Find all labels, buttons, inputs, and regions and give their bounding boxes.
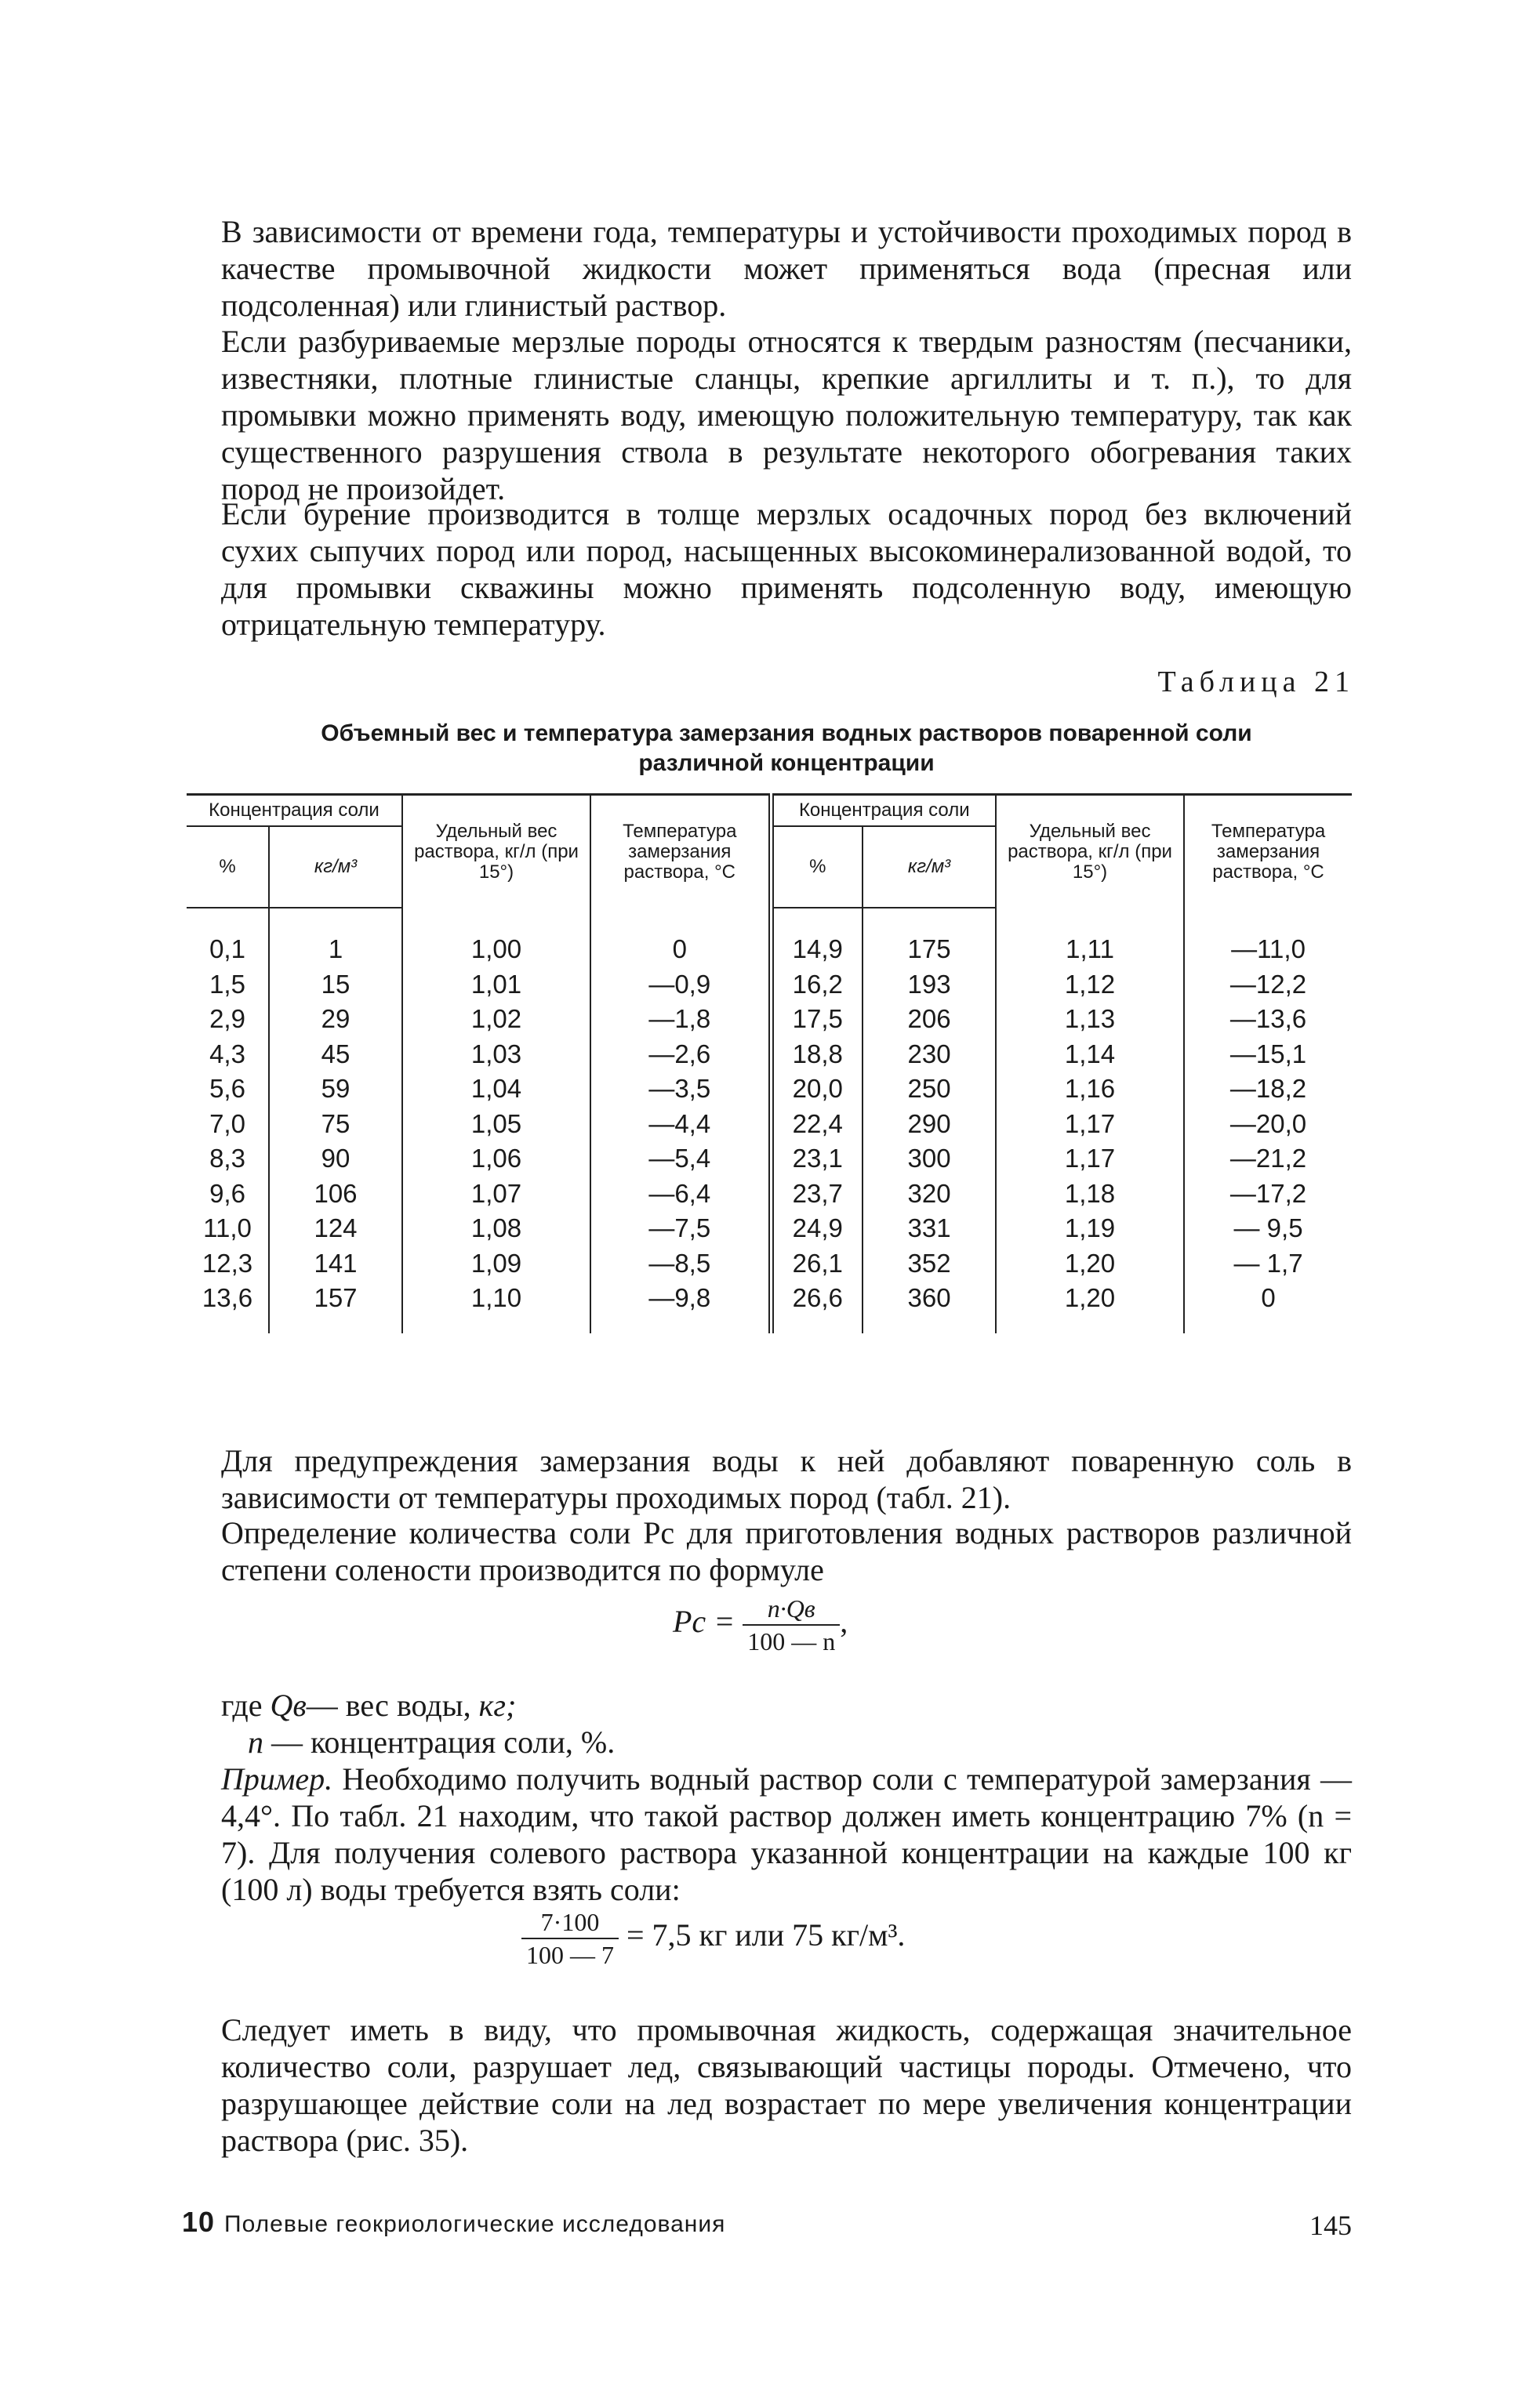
cell-right-kgm3: 300 [863, 1141, 996, 1177]
cell-left-freezing: —6,4 [590, 1177, 771, 1212]
cell-left-percent: 13,6 [202, 1283, 253, 1312]
cell-left-density: 1,08 [402, 1211, 590, 1246]
cell-right-freezing: —20,0 [1184, 1107, 1352, 1142]
formula-salt-amount [673, 1593, 848, 1657]
table-row [187, 1002, 1352, 1037]
salt-solution-table [187, 793, 1352, 1333]
cell-right-freezing: — 1,7 [1184, 1246, 1352, 1282]
cell-right-freezing: —17,2 [1184, 1177, 1352, 1212]
cell-right-kgm3: 290 [863, 1107, 996, 1142]
formula-legend-line-1 [221, 1687, 516, 1724]
cell-right-freezing: — 9,5 [1184, 1211, 1352, 1246]
cell-right-density: 1,13 [996, 1002, 1184, 1037]
table-row [187, 1246, 1352, 1282]
legend-var-qv: Qв [270, 1688, 307, 1723]
cell-left-freezing: —3,5 [590, 1072, 771, 1107]
cell-right-density: 1,14 [996, 1037, 1184, 1072]
cell-left-percent: 0,1 [209, 934, 245, 963]
cell-left-freezing: —0,9 [590, 967, 771, 1003]
cell-left-density: 1,00 [402, 908, 590, 967]
cell-right-percent: 23,1 [771, 1141, 863, 1177]
cell-left-density: 1,09 [402, 1246, 590, 1282]
table-body [187, 908, 1352, 1333]
cell-left-kgm3: 157 [269, 1281, 402, 1333]
header-percent-right: % [771, 826, 863, 908]
cell-right-percent: 16,2 [771, 967, 863, 1003]
cell-right-density: 1,20 [996, 1281, 1184, 1333]
cell-left-density: 1,07 [402, 1177, 590, 1212]
cell-left-percent: 5,6 [209, 1074, 245, 1103]
cell-right-kgm3: 250 [863, 1072, 996, 1107]
cell-right-kgm3: 175 [863, 908, 996, 967]
cell-left-kgm3: 45 [269, 1037, 402, 1072]
example-result: = 7,5 кг или 75 кг/м³. [626, 1917, 906, 1953]
header-density-left: Удельный вес раствора, кг/л (при 15°) [402, 795, 590, 908]
cell-right-kgm3: 360 [863, 1281, 996, 1333]
cell-right-kgm3: 193 [863, 967, 996, 1003]
cell-left-kgm3: 106 [269, 1177, 402, 1212]
cell-left-density: 1,06 [402, 1141, 590, 1177]
cell-right-kgm3: 331 [863, 1211, 996, 1246]
paragraph-3: Если бурение производится в толще мерзлых осадочных пород без включений сухих сыпучих пород или пород, насыщенных высокоминерализованной водой, то для промывки скважины можно применять подсоленную воду, имеющую отрицательную температуру. [221, 496, 1352, 642]
cell-right-density: 1,16 [996, 1072, 1184, 1107]
header-density-right: Удельный вес раствора, кг/л (при 15°) [996, 795, 1184, 908]
cell-right-freezing: —13,6 [1184, 1002, 1352, 1037]
header-freezing-left: Температура замерзания раствора, °С [590, 795, 771, 908]
cell-left-freezing: —4,4 [590, 1107, 771, 1142]
cell-right-kgm3: 352 [863, 1246, 996, 1282]
cell-left-kgm3: 59 [269, 1072, 402, 1107]
formula-denominator: 100 — n [747, 1627, 836, 1656]
cell-right-percent: 23,7 [771, 1177, 863, 1212]
cell-left-kgm3: 1 [269, 908, 402, 967]
cell-left-percent: 1,5 [209, 969, 245, 999]
cell-left-density: 1,04 [402, 1072, 590, 1107]
table-label: Таблица 21 [1157, 665, 1355, 698]
cell-right-density: 1,18 [996, 1177, 1184, 1212]
cell-left-freezing: —7,5 [590, 1211, 771, 1246]
table-row [187, 1211, 1352, 1246]
cell-left-percent: 12,3 [202, 1248, 253, 1278]
formula-fraction [743, 1593, 840, 1657]
cell-right-density: 1,19 [996, 1211, 1184, 1246]
cell-right-freezing: —21,2 [1184, 1141, 1352, 1177]
legend-text-2: — концентрация соли, %. [263, 1724, 616, 1760]
table-row [187, 1107, 1352, 1142]
cell-left-density: 1,01 [402, 967, 590, 1003]
cell-right-freezing: 0 [1184, 1281, 1352, 1333]
cell-right-percent: 20,0 [771, 1072, 863, 1107]
cell-left-density: 1,05 [402, 1107, 590, 1142]
table-title [221, 719, 1352, 778]
cell-left-freezing: —1,8 [590, 1002, 771, 1037]
cell-right-percent: 17,5 [771, 1002, 863, 1037]
cell-left-kgm3: 29 [269, 1002, 402, 1037]
cell-left-freezing: —5,4 [590, 1141, 771, 1177]
table-title-line-2: различной концентрации [638, 750, 935, 776]
paragraph-5: Определение количества соли Pс для приготовления водных растворов различной степени солености производится по формуле [221, 1515, 1352, 1587]
header-concentration-right: Концентрация соли [771, 795, 996, 827]
cell-right-density: 1,17 [996, 1141, 1184, 1177]
cell-left-freezing: —8,5 [590, 1246, 771, 1282]
cell-left-percent: 9,6 [209, 1178, 245, 1208]
example-label: Пример. [221, 1761, 333, 1797]
cell-left-kgm3: 75 [269, 1107, 402, 1142]
example-fraction [521, 1906, 619, 1971]
cell-right-kgm3: 320 [863, 1177, 996, 1212]
cell-left-kgm3: 124 [269, 1211, 402, 1246]
cell-left-density: 1,10 [402, 1281, 590, 1333]
cell-left-kgm3: 90 [269, 1141, 402, 1177]
formula-lhs: Pс = [673, 1604, 735, 1640]
cell-right-freezing: —15,1 [1184, 1037, 1352, 1072]
paragraph-2: Если разбуриваемые мерзлые породы относятся к твердым разностям (песчаники, известняки, плотные глинистые сланцы, крепкие аргиллиты и т. п.), то для промывки можно применять воду, имеющую положительную температуру, так как существенного разрушения ствола в результате некоторого обогревания таких пород не произойдет. [221, 324, 1352, 506]
table-row [187, 1141, 1352, 1177]
signature-line [182, 2206, 725, 2239]
cell-left-freezing: 0 [590, 908, 771, 967]
cell-right-density: 1,11 [996, 908, 1184, 967]
cell-left-kgm3: 141 [269, 1246, 402, 1282]
cell-right-percent: 24,9 [771, 1211, 863, 1246]
paragraph-6 [221, 1761, 1352, 1908]
legend-var-n: n [248, 1724, 263, 1760]
example-text: Необходимо получить водный раствор соли с температурой замерзания —4,4°. По табл. 21 находим, что такой раствор должен иметь концентрацию 7% (n = 7). Для получения солевого раствора указанной концентрации на каждые 100 кг (100 л) воды требуется взять соли: [221, 1761, 1352, 1907]
table-title-line-1: Объемный вес и температура замерзания водных растворов поваренной соли [321, 720, 1252, 746]
cell-left-percent: 4,3 [209, 1039, 245, 1068]
cell-left-percent: 11,0 [203, 1213, 252, 1242]
cell-right-freezing: —12,2 [1184, 967, 1352, 1003]
table-row [187, 908, 1352, 967]
formula-tail: , [840, 1604, 848, 1640]
table-row [187, 1037, 1352, 1072]
cell-right-percent: 18,8 [771, 1037, 863, 1072]
cell-right-density: 1,12 [996, 967, 1184, 1003]
cell-left-percent: 8,3 [209, 1144, 245, 1173]
cell-left-freezing: —2,6 [590, 1037, 771, 1072]
page-number: 145 [1309, 2210, 1352, 2241]
legend-text-1: — вес воды, [306, 1688, 479, 1723]
legend-prefix: где [221, 1688, 271, 1723]
cell-left-density: 1,03 [402, 1037, 590, 1072]
cell-right-density: 1,20 [996, 1246, 1184, 1282]
cell-right-freezing: —18,2 [1184, 1072, 1352, 1107]
cell-left-kgm3: 15 [269, 967, 402, 1003]
cell-left-percent: 2,9 [209, 1004, 245, 1033]
table-row [187, 1281, 1352, 1333]
cell-right-kgm3: 230 [863, 1037, 996, 1072]
header-kgm3-left: кг/м³ [269, 826, 402, 908]
paragraph-4: Для предупреждения замерзания воды к ней добавляют поваренную соль в зависимости от температуры проходимых пород (табл. 21). [221, 1443, 1352, 1515]
header-concentration-left: Концентрация соли [187, 795, 402, 827]
cell-right-density: 1,17 [996, 1107, 1184, 1142]
paragraph-1: В зависимости от времени года, температуры и устойчивости проходимых пород в качестве промывочной жидкости может применяться вода (пресная или подсоленная) или глинистый раствор. [221, 214, 1352, 323]
formula-legend-line-2 [248, 1724, 615, 1761]
cell-right-percent: 14,9 [771, 908, 863, 967]
formula-example [521, 1906, 905, 1971]
header-percent-left: % [187, 826, 269, 908]
table-row [187, 967, 1352, 1003]
cell-right-percent: 26,1 [771, 1246, 863, 1282]
table-row [187, 1072, 1352, 1107]
example-denominator: 100 — 7 [526, 1941, 614, 1969]
example-numerator: 7·100 [521, 1906, 619, 1939]
signature-text: Полевые геокриологические исследования [224, 2211, 726, 2237]
signature-number: 10 [182, 2206, 216, 2238]
cell-right-freezing: —11,0 [1184, 908, 1352, 967]
header-freezing-right: Температура замерзания раствора, °С [1184, 795, 1352, 908]
table-row [187, 1177, 1352, 1212]
cell-left-percent: 7,0 [209, 1108, 245, 1138]
paragraph-7: Следует иметь в виду, что промывочная жидкость, содержащая значительное количество соли, разрушает лед, связывающий частицы породы. Отмечено, что разрушающее действие соли на лед возрастает по мере увеличения концентрации раствора (рис. 35). [221, 2012, 1352, 2158]
cell-left-density: 1,02 [402, 1002, 590, 1037]
legend-unit: кг; [478, 1688, 517, 1723]
cell-left-freezing: —9,8 [590, 1281, 771, 1333]
formula-numerator: n·Qв [743, 1593, 840, 1626]
cell-right-percent: 22,4 [771, 1107, 863, 1142]
header-kgm3-right: кг/м³ [863, 826, 996, 908]
cell-right-kgm3: 206 [863, 1002, 996, 1037]
cell-right-percent: 26,6 [771, 1281, 863, 1333]
